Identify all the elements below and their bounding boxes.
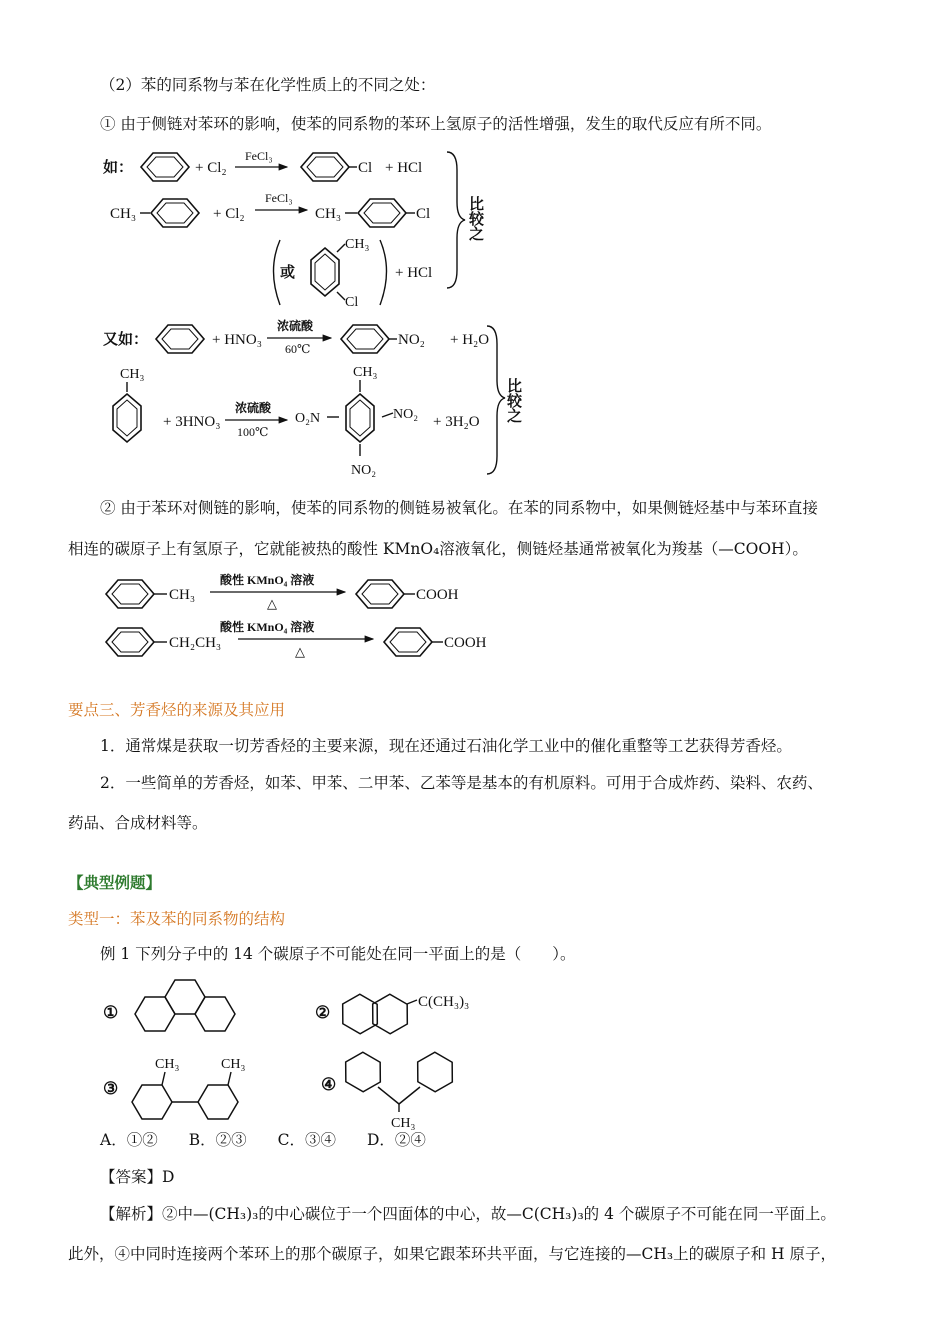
- byproduct-label: + H₂O: [450, 332, 490, 348]
- or-label: 或: [280, 265, 296, 281]
- explanation-line-2: 此外，④中同时连接两个苯环上的那个碳原子，如果它跟苯环共平面，与它连接的—CH₃上的碳原子和 H 原子，: [68, 1245, 836, 1263]
- compare-brace: [487, 326, 505, 474]
- methylfluorene-icon: [337, 1047, 461, 1104]
- ortho-chlorotoluene-ring-icon: [311, 248, 339, 296]
- toluene-ring-icon: [106, 580, 154, 608]
- substituent-label: CH₃: [110, 206, 137, 222]
- reagent-label: + 3HNO₃: [163, 414, 221, 430]
- section-heading-3: 要点三、芳香烃的来源及其应用: [68, 701, 286, 719]
- substituent-label: O₂N: [295, 411, 321, 426]
- substituent-label: CH₃: [353, 365, 378, 380]
- molecule-number: ①: [103, 1003, 119, 1022]
- ethylbenzene-ring-icon: [106, 628, 154, 656]
- substituent-label: COOH: [416, 587, 459, 603]
- temperature-label: 60℃: [285, 342, 311, 356]
- nitrobenzene-ring-icon: [341, 325, 389, 353]
- paragraph-side-chain-effect: ① 由于侧链对苯环的影响，使苯的同系物的苯环上氢原子的活性增强，发生的取代反应有所不同。: [100, 115, 772, 133]
- paragraph-source-2: 2．一些简单的芳香烃，如苯、甲苯、二甲苯、乙苯等是基本的有机原料。可用于合成炸药、染料、农药、: [100, 774, 823, 792]
- benzoic-acid-ring-icon: [384, 628, 432, 656]
- substituent-label: CH₃: [391, 1116, 416, 1131]
- chlorotoluene-ring-icon: [358, 199, 406, 227]
- reagent-label: + Cl₂: [213, 206, 245, 222]
- substituent-label: CH₃: [315, 206, 342, 222]
- molecule-number: ④: [321, 1075, 337, 1094]
- molecule-number: ②: [315, 1003, 331, 1022]
- substituent-label: CH₃: [155, 1057, 180, 1072]
- reaction-prefix: 又如：: [103, 332, 149, 348]
- substituent-label: Cl: [416, 206, 431, 222]
- substituent-label: C(CH₃)₃: [418, 994, 470, 1010]
- benzoic-acid-ring-icon: [356, 580, 404, 608]
- paragraph-heading-2: （2）苯的同系物与苯在化学性质上的不同之处：: [100, 76, 436, 94]
- compare-brace: [447, 152, 465, 288]
- substituent-label: CH₃: [221, 1057, 246, 1072]
- byproduct-label: + 3H₂O: [433, 414, 480, 430]
- heat-label: △: [295, 644, 305, 659]
- catalyst-label: FeCl₃: [245, 149, 273, 163]
- chlorination-reactions: [95, 140, 515, 320]
- substituent-label: Cl: [358, 160, 373, 176]
- catalyst-label: 浓硫酸: [235, 401, 272, 415]
- dimethylbiphenyl-icon: [132, 1085, 238, 1119]
- substituent-label: CH₂CH₃: [169, 635, 222, 651]
- catalyst-label: 浓硫酸: [277, 319, 314, 333]
- nitration-reactions: [95, 318, 515, 488]
- answer-options: A．①② B．②③ C．③④ D．②④: [100, 1131, 426, 1149]
- substituent-label: COOH: [444, 635, 487, 651]
- substituent-label: CH₃: [120, 367, 145, 382]
- oxidant-label: 酸性 KMnO₄ 溶液: [220, 620, 315, 634]
- reaction-prefix: 如：: [103, 160, 134, 176]
- example1-question: 例 1 下列分子中的 14 个碳原子不可能处在同一平面上的是（ ）。: [100, 945, 576, 963]
- compare-label: 比较之: [467, 196, 485, 241]
- temperature-label: 100℃: [237, 425, 269, 439]
- type1-heading: 类型一：苯及苯的同系物的结构: [68, 910, 286, 928]
- tnt-ring-icon: [346, 394, 374, 442]
- paragraph-source-2-cont: 药品、合成材料等。: [68, 814, 208, 832]
- explanation-line-1: 【解析】②中—(CH₃)₃的中心碳位于一个四面体的中心，故—C(CH₃)₃的 4 个碳原子不可能在同一平面上。: [100, 1205, 836, 1223]
- paragraph-chain-oxidation: ② 由于苯环对侧链的影响，使苯的同系物的侧链易被氧化。在苯的同系物中，如果侧链烃基中与苯环直接: [100, 499, 818, 517]
- example-molecules: [95, 972, 515, 1132]
- toluene-ring-icon: [113, 394, 141, 442]
- molecule-number: ③: [103, 1079, 119, 1098]
- substituent-label: Cl: [345, 295, 359, 310]
- chlorobenzene-ring-icon: [301, 153, 349, 181]
- substituent-label: NO₂: [393, 407, 419, 422]
- answer-label: 【答案】D: [100, 1168, 175, 1186]
- benzene-ring-icon: [156, 325, 204, 353]
- paragraph-source-1: 1．通常煤是获取一切芳香烃的主要来源，现在还通过石油化学工业中的催化重整等工艺获得芳香烃。: [100, 737, 792, 755]
- heat-label: △: [267, 596, 277, 611]
- compare-label: 比较之: [505, 378, 523, 423]
- reagent-label: + HNO₃: [212, 332, 262, 348]
- substituent-label: CH₃: [345, 237, 370, 252]
- benzene-ring-icon: [141, 153, 189, 181]
- byproduct-label: + HCl: [395, 265, 433, 281]
- paragraph-chain-oxidation-cont: 相连的碳原子上有氢原子，它就能被热的酸性 KMnO₄溶液氧化，侧链烃基通常被氧化为羧基（—COOH）。: [68, 540, 808, 558]
- tert-butylnaphthalene-icon: [334, 989, 416, 1038]
- toluene-ring-icon: [151, 199, 199, 227]
- substituent-label: NO₂: [398, 332, 425, 348]
- oxidation-reactions: [95, 568, 515, 668]
- substituent-label: NO₂: [351, 463, 377, 478]
- phenanthrene-icon: [135, 980, 235, 1031]
- substituent-label: CH₃: [169, 587, 196, 603]
- oxidant-label: 酸性 KMnO₄ 溶液: [220, 573, 315, 587]
- reagent-label: + Cl₂: [195, 160, 227, 176]
- byproduct-label: + HCl: [385, 160, 423, 176]
- typical-examples-heading: 【典型例题】: [68, 873, 162, 892]
- catalyst-label: FeCl₃: [265, 191, 293, 205]
